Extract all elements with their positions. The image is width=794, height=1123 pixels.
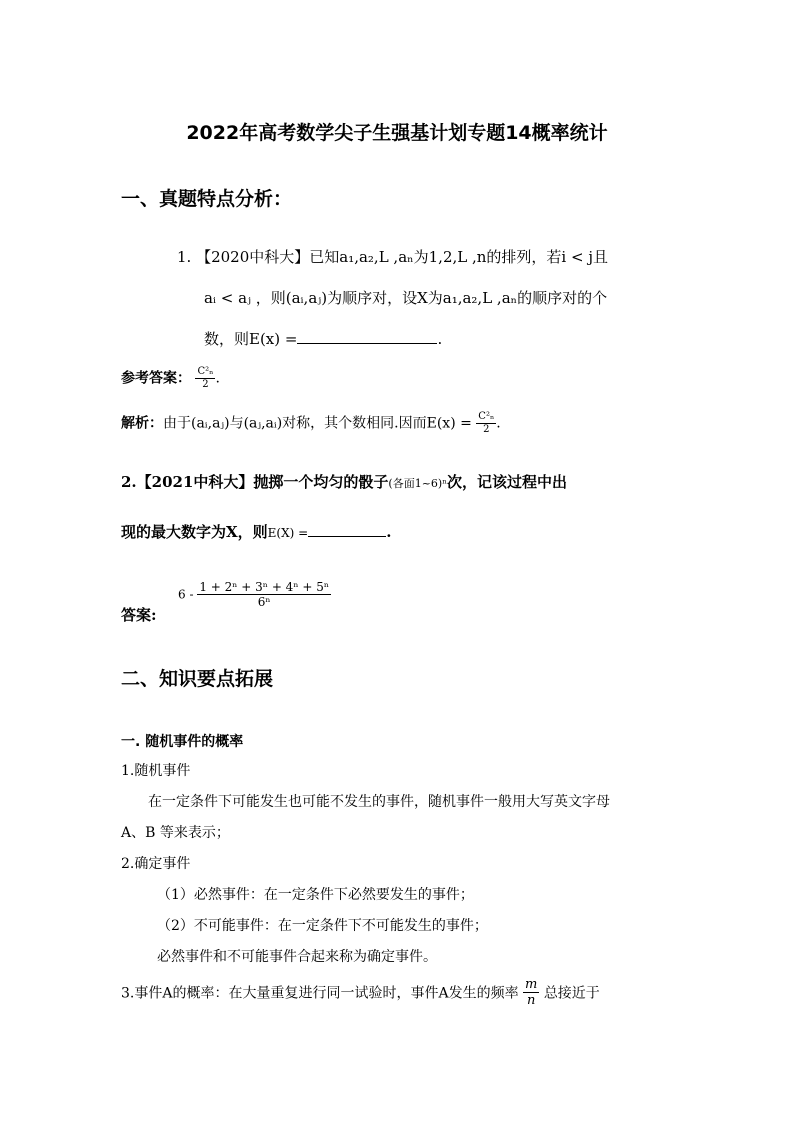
section2-subheading: 一. 随机事件的概率 [121,734,244,750]
item2-b: （2）不可能事件：在一定条件下不可能发生的事件； [157,918,488,934]
problem1-line3-suffix: . [437,330,443,348]
analysis1-suffix: . [496,415,501,432]
analysis1-numerator: C²ₙ [478,411,495,422]
answer1-fraction [195,367,215,390]
analysis1 [121,412,501,435]
problem2-line1-c: 次，记该过程中出 [446,473,567,491]
problem2-line1-a: 2.【2021中科大】抛掷一个均匀的骰子 [121,473,389,491]
section1-heading: 一、真题特点分析： [121,188,293,210]
item2-title: 2.确定事件 [121,856,191,872]
problem1-line1: 1. 【2020中科大】已知a₁,a₂,L ,aₙ为1,2,L ,n的排列，若i < j且 [177,248,608,266]
answer-blank [297,343,437,344]
answer1 [121,367,220,390]
analysis1-label: 解析： [121,415,163,432]
item3-fraction [523,978,539,1007]
problem2-line2-prefix: 现的最大数字为X，则 [121,523,268,541]
answer1-label: 参考答案： [121,370,191,387]
section2-heading: 二、知识要点拓展 [121,668,274,690]
problem2-line1 [121,471,567,492]
item3 [121,978,600,1007]
item1-body2: A、B 等来表示； [121,825,230,841]
analysis1-fraction [476,412,496,435]
answer1-numerator: C²ₙ [197,366,214,377]
item3-denominator: n [527,993,536,1008]
answer1-denominator: 2 [202,379,209,390]
answer2-numerator: 1 + 2ⁿ + 3ⁿ + 4ⁿ + 5ⁿ [199,580,330,594]
answer2-formula [178,581,331,608]
analysis1-text: 由于(aᵢ,aⱼ)与(aⱼ,aᵢ)对称，其个数相同.因而E(x) = [163,415,472,432]
problem2-line1-b: (各面1~6)ⁿ [388,477,447,490]
problem2-line2-mid: E(X) = [267,526,309,540]
answer2-label: 答案: [121,606,157,624]
item2-a: （1）必然事件：在一定条件下必然要发生的事件； [157,887,474,903]
item3-suffix: 总接近于 [543,985,600,1002]
answer2-lead: 6 - [178,587,194,602]
item1-body1: 在一定条件下可能发生也可能不发生的事件，随机事件一般用大写英文字母 [148,794,610,810]
problem1-line3-prefix: 数，则E(x) = [204,330,298,348]
answer1-suffix: . [215,370,220,387]
answer2-fraction [197,581,331,608]
analysis1-denominator: 2 [483,424,490,435]
problem1-line3 [204,328,442,349]
item3-numerator: m [525,977,538,992]
answer2-blank [308,536,386,537]
answer2-denominator: 6ⁿ [257,595,271,609]
page-title: 2022年高考数学尖子生强基计划专题14概率统计 [186,122,608,144]
item1-title: 1.随机事件 [121,763,191,779]
item3-prefix: 3.事件A的概率：在大量重复进行同一试验时，事件A发生的频率 [121,985,519,1002]
problem2-line2 [121,521,391,542]
problem2-line2-suffix: . [386,523,392,541]
item2-c: 必然事件和不可能事件合起来称为确定事件。 [157,949,437,965]
problem1-line2: aᵢ < aⱼ ，则(aᵢ,aⱼ)为顺序对，设X为a₁,a₂,L ,aₙ的顺序对的个 [204,289,608,307]
